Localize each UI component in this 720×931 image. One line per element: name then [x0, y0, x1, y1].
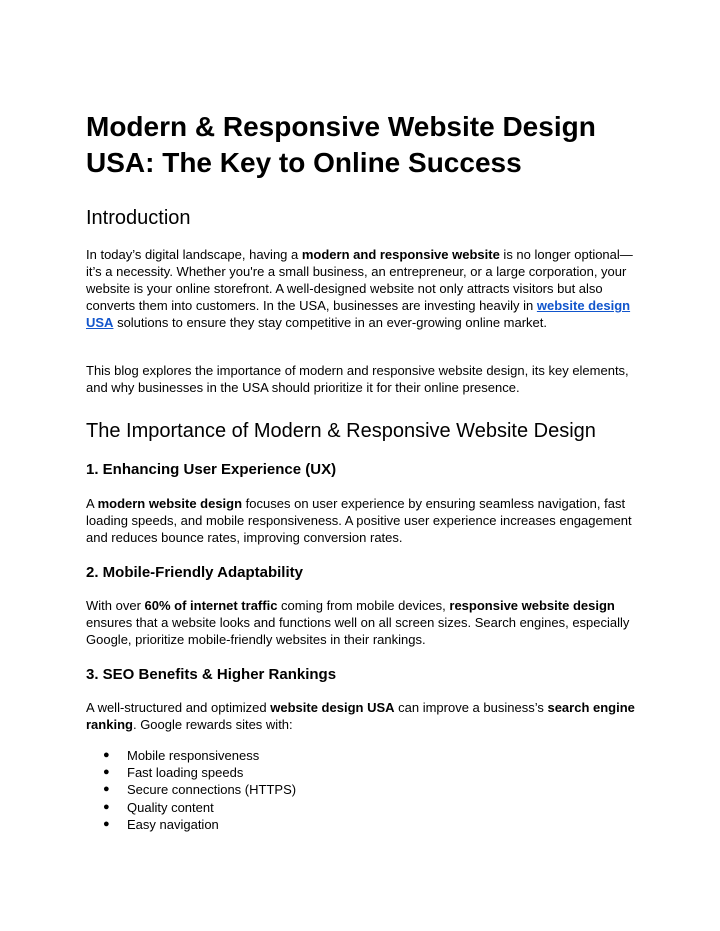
mobile-text-1: With over	[86, 598, 145, 613]
intro-text-1: In today’s digital landscape, having a	[86, 247, 302, 262]
intro-text-2: is no longer optional—it’s a necessity. Whether you're a small business, an entrepreneur, or a large corporation, your website is your online storefront. A well-designed website not only attracts visitors but also converts them into customers. In the USA, businesses are investing heavily in	[86, 247, 633, 313]
list-item	[86, 781, 296, 798]
ux-bold-1: modern website design	[97, 496, 243, 511]
seo-text-2: can improve a business’s	[394, 700, 548, 715]
website-design-usa-link[interactable]: website design USA	[86, 298, 631, 330]
list-item-text: Fast loading speeds	[127, 765, 244, 781]
ux-paragraph	[86, 495, 642, 546]
heading-introduction: Introduction	[86, 207, 191, 229]
mobile-bold-1: 60% of internet traffic	[144, 598, 278, 613]
bullet-icon: ●	[103, 800, 110, 813]
heading-ux: 1. Enhancing User Experience (UX)	[86, 461, 337, 478]
list-item	[86, 799, 296, 816]
intro-paragraph	[86, 246, 642, 331]
intro-bold-1: modern and responsive website	[301, 247, 500, 262]
bullet-icon: ●	[103, 817, 110, 830]
ux-text-1: A	[86, 496, 98, 511]
list-item-text: Quality content	[127, 799, 214, 815]
bullet-icon: ●	[103, 749, 110, 761]
seo-text-1: A well-structured and optimized	[86, 700, 271, 715]
seo-bold-2: search engine ranking	[86, 700, 635, 732]
seo-bold-1: website design USA	[270, 700, 395, 715]
seo-benefits-list	[86, 747, 296, 833]
bullet-icon: ●	[103, 783, 110, 796]
seo-paragraph	[86, 699, 642, 733]
list-item-text: Mobile responsiveness	[127, 748, 260, 763]
list-item	[86, 764, 296, 781]
heading-seo: 3. SEO Benefits & Higher Rankings	[86, 666, 337, 683]
intro-text-3: solutions to ensure they stay competitive in an ever-growing online market.	[113, 315, 548, 330]
list-item	[86, 816, 296, 833]
heading-mobile: 2. Mobile-Friendly Adaptability	[86, 564, 303, 581]
list-item-text: Easy navigation	[127, 816, 219, 832]
list-item-text: Secure connections (HTTPS)	[127, 782, 297, 798]
intro-paragraph-2: This blog explores the importance of modern and responsive website design, its key elements, and why businesses in the USA should prioritize it for their online presence.	[86, 363, 629, 395]
list-item	[86, 747, 296, 764]
mobile-bold-2: responsive website design	[449, 598, 615, 613]
mobile-text-3: ensures that a website looks and functions well on all screen sizes. Search engines, especially Google, prioritize mobile-friendly websites in their rankings.	[86, 615, 630, 647]
heading-importance: The Importance of Modern & Responsive Website Design	[86, 420, 596, 442]
ux-text-2: focuses on user experience by ensuring seamless navigation, fast loading speeds, and mobile responsiveness. A positive user experience increases engagement and reduces bounce rates, improving conversion rates.	[86, 496, 632, 545]
mobile-paragraph	[86, 597, 642, 648]
bullet-icon: ●	[103, 766, 110, 779]
seo-text-3: . Google rewards sites with:	[132, 717, 293, 732]
page-title: Modern & Responsive Website Design USA: The Key to Online Success	[86, 111, 596, 178]
mobile-text-2: coming from mobile devices,	[277, 598, 450, 613]
